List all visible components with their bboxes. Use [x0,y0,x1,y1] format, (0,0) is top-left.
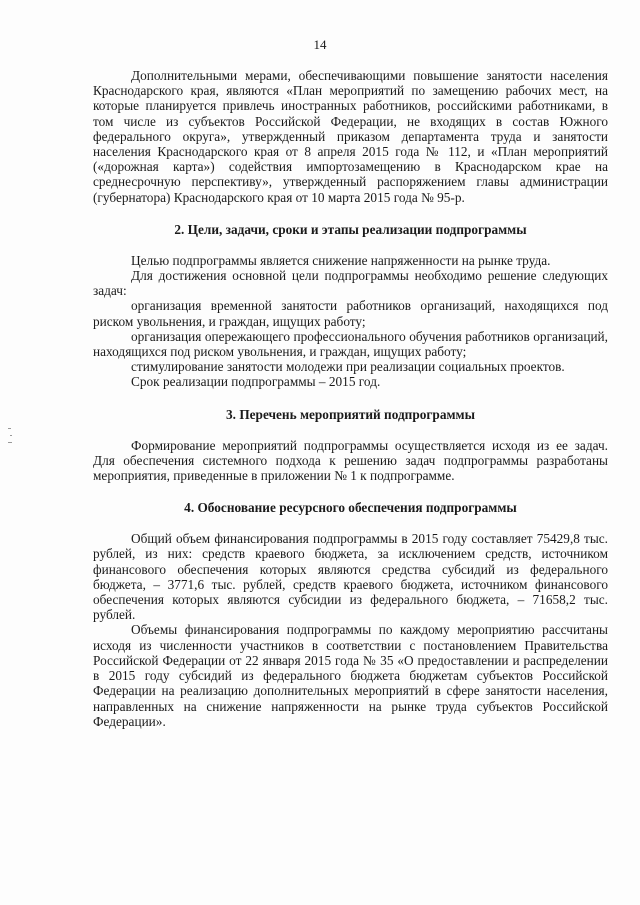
section-2-paragraph: Для достижения основной цели подпрограммы необходимо решение следующих задач: [93,268,608,299]
section-3-paragraph: Формирование мероприятий подпрограммы осуществляется исходя из ее задач. Для обеспечения системного подхода к решению задач подпрограммы разработаны мероприятия, приведенные в приложении № 1 к подпрограмме. [93,437,608,484]
section-4-heading: 4. Обоснование ресурсного обеспечения подпрограммы [184,500,517,516]
intro-paragraph: Дополнительными мерами, обеспечивающими повышение занятости населения Краснодарского края, являются «План мероприятий по замещению рабочих мест, на которые планируется привлечь иностранных работников, российскими работниками, в том числе из субъектов Российской Федерации, не входящих в состав Южного федерального округа», утвержденный приказом департамента труда и занятости населения Краснодарского края от 8 апреля 2015 года № 112, и «План мероприятий («дорожная карта») содействия импортозамещению в Краснодарском крае на среднесрочную перспективу», утвержденный распоряжением главы администрации (губернатора) Краснодарского края от 10 марта 2015 года № 95-р. [93,68,608,205]
document-body [93,68,608,729]
section-2-paragraph: Срок реализации подпрограммы – 2015 год. [131,374,381,390]
page-number: 14 [313,37,327,52]
scan-margin-marks [8,428,20,458]
section-2-paragraph: Целью подпрограммы является снижение напряженности на рынке труда. [131,252,551,268]
section-4-paragraph: Объемы финансирования подпрограммы по каждому мероприятию рассчитаны исходя из численности участников в соответствии с постановлением Правительства Российской Федерации от 22 января 2015 года № 35 «О предоставлении и распределении в 2015 году субсидий из федерального бюджета бюджетам субъектов Российской Федерации на реализацию дополнительных мероприятий в сфере занятости населения, направленных на снижение напряженности на рынке труда субъектов Российской Федерации». [93,622,608,729]
section-2-task-item: организация опережающего профессионального обучения работников организаций, находящихся под риском увольнения, и граждан, ищущих работу; [93,328,608,360]
section-2-task-item: стимулирование занятости молодежи при реализации социальных проектов. [131,359,565,375]
section-2-task-item: организация временной занятости работников организаций, находящихся под риском увольнения, и граждан, ищущих работу; [93,298,608,329]
section-2-heading: 2. Цели, задачи, сроки и этапы реализации подпрограммы [174,221,527,237]
section-3-heading: 3. Перечень мероприятий подпрограммы [226,406,475,422]
section-4-paragraph: Общий объем финансирования подпрограммы в 2015 году составляет 75429,8 тыс. рублей, из них: средств краевого бюджета, за исключением средств, источником финансового обеспечения которых являются средства субсидий из федерального бюджета, – 3771,6 тыс. рублей, средств краевого бюджета, источником финансового обеспечения которых являются субсидии из федерального бюджета, – 71658,2 тыс. рублей. [93,531,608,623]
